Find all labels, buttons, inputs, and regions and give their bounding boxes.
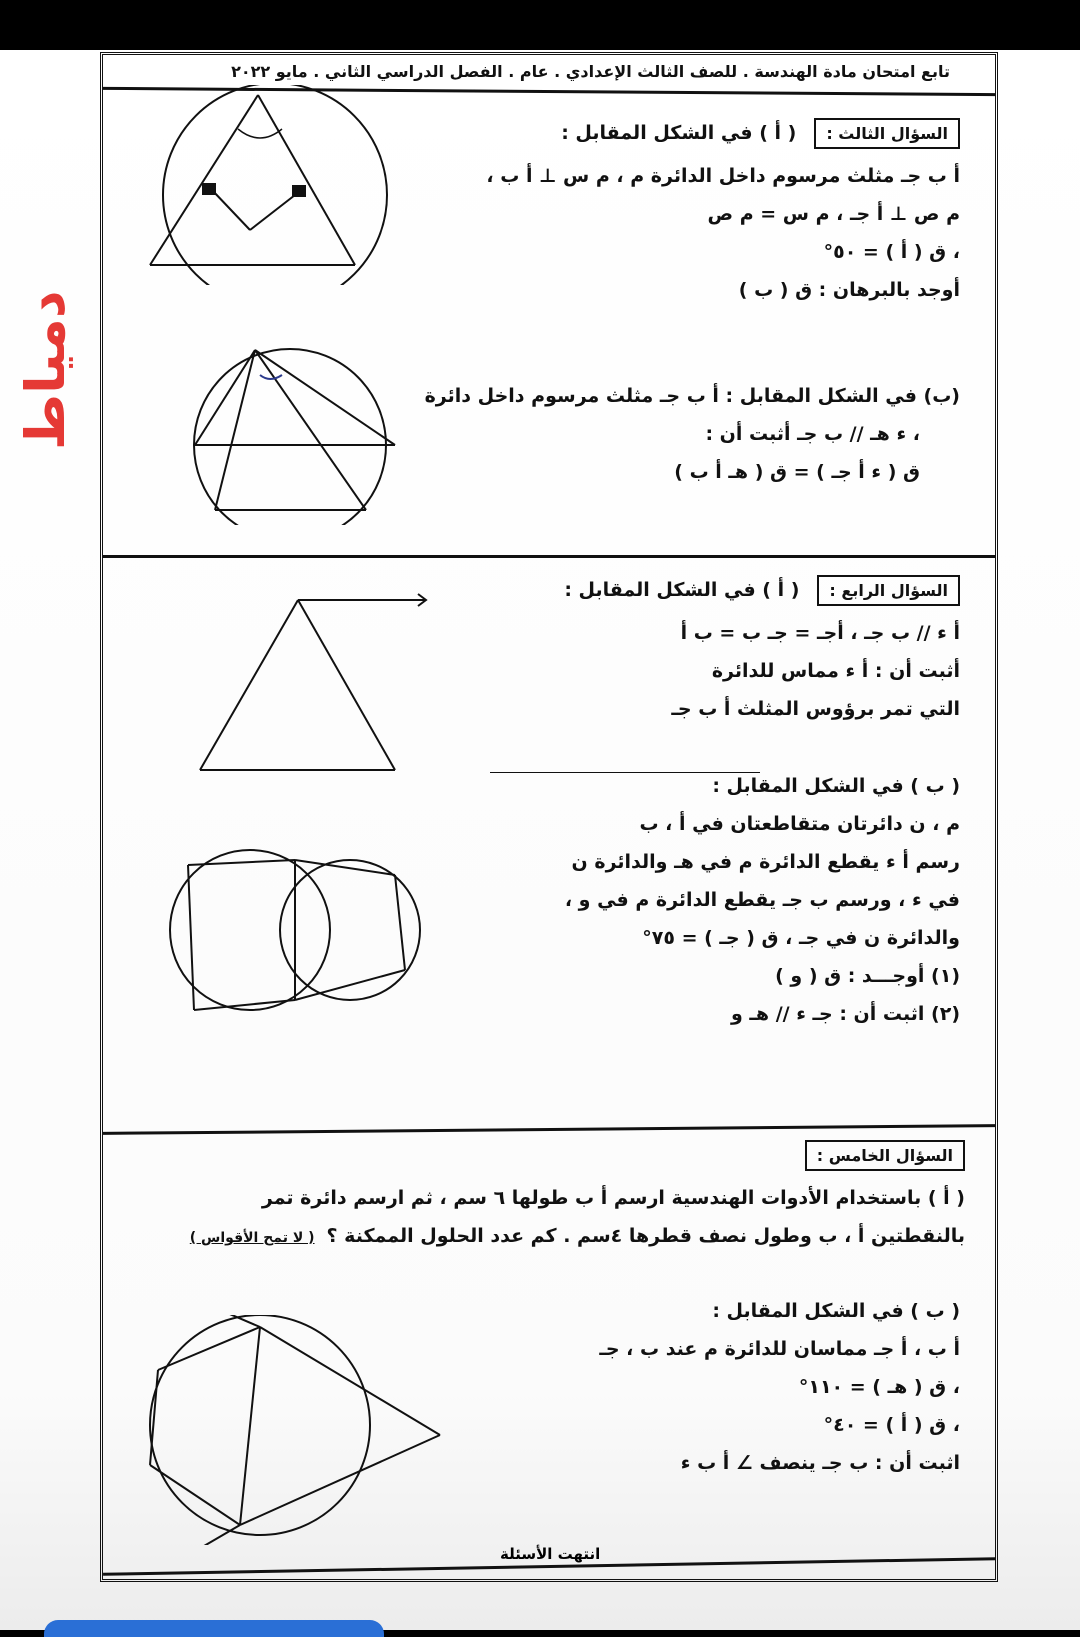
q5b-line: ، ق ( هـ ) = ١١٠° — [798, 1376, 960, 1398]
q4b-intro: ( ب ) في الشكل المقابل : — [712, 775, 960, 797]
figure-q4a-equilateral-triangle — [180, 590, 440, 790]
question-3-part-b — [400, 385, 960, 499]
q3a-line: أ ب جـ مثلث مرسوم داخل الدائرة م ، م س ⊥ أ ب ، — [486, 165, 960, 187]
q5b-intro: ( ب ) في الشكل المقابل : — [712, 1300, 960, 1322]
question-5-label: السؤال الخامس : — [805, 1140, 965, 1171]
q4a-intro: ( أ ) في الشكل المقابل : — [564, 579, 800, 601]
q4b-line: (٢) اثبت أن : جـ ء // هـ و — [731, 1003, 960, 1025]
figure-q4b-intersecting-circles — [140, 840, 440, 1040]
q4b-line: (١) أوجـــد : ق ( و ) — [775, 965, 960, 987]
figure-q3a-inscribed-triangle — [120, 85, 430, 285]
q3b-line: ، ء هـ // ب جـ أثبت أن : — [705, 423, 920, 445]
q3a-line: أوجد بالبرهان : ق ( ب ) — [738, 279, 960, 301]
question-4-part-a — [400, 575, 960, 736]
q4b-line: م ، ن دائرتان متقاطعتان في أ ، ب — [639, 813, 960, 835]
question-4-label: السؤال الرابع : — [817, 575, 960, 606]
q5b-line: أ ب ، أ جـ مماسان للدائرة م عند ب ، جـ — [599, 1338, 960, 1360]
q4a-line: أ ء // ب جـ ، أجـ = جـ ب = ب أ — [680, 622, 960, 644]
top-black-bar — [0, 0, 1080, 50]
question-5-part-b — [400, 1300, 960, 1490]
q3b-line: ق ( ء أ جـ ) = ق ( هـ أ ب ) — [674, 461, 920, 483]
figure-q3b-parallel-chords — [170, 345, 440, 525]
q3a-line: ، ق ( أ ) = ٥٠° — [823, 241, 960, 263]
q4b-line: في ء ، ورسم ب جـ يقطع الدائرة م في و ، — [564, 889, 960, 911]
separator-line — [490, 772, 760, 773]
q4a-line: التي تمر برؤوس المثلث أ ب جـ — [671, 698, 960, 720]
section-divider — [103, 555, 996, 558]
q3a-intro: ( أ ) في الشكل المقابل : — [561, 122, 797, 144]
end-of-questions: انتهت الأسئلة — [500, 1545, 601, 1563]
question-3-label: السؤال الثالث : — [814, 118, 960, 149]
question-3-part-a — [400, 118, 960, 317]
q5a-note: ( لا تمح الأقواس ) — [189, 1230, 315, 1246]
q5b-line: اثبت أن : ب جـ ينصف ∠ أ ب ء — [680, 1452, 960, 1474]
q5a-line: بالنقطتين أ ، ب وطول نصف قطرها ٤سم . كم عدد الحلول الممكنة ؟ — [326, 1225, 965, 1247]
q3a-line: م ص ⊥ أ جـ ، م س = م ص — [707, 203, 960, 225]
bottom-blue-button[interactable] — [44, 1620, 384, 1637]
q5b-line: ، ق ( أ ) = ٤٠° — [823, 1414, 960, 1436]
q4b-line: والدائرة ن في جـ ، ق ( جـ ) = ٧٥° — [642, 927, 960, 949]
q5a-line: ( أ ) باستخدام الأدوات الهندسية ارسم أ ب طولها ٦ سم ، ثم ارسم دائرة تمر — [261, 1187, 965, 1209]
question-5-part-a — [125, 1140, 965, 1263]
q4b-line: رسم أ ء يقطع الدائرة م في هـ والدائرة ن — [571, 851, 960, 873]
watermark-text: دمياط — [14, 290, 77, 450]
figure-q5b-tangents — [120, 1315, 460, 1545]
q3b-intro: (ب) في الشكل المقابل : أ ب جـ مثلث مرسوم داخل دائرة — [424, 385, 960, 407]
question-4-part-b — [400, 775, 960, 1041]
q4a-line: أثبت أن : أ ء مماس للدائرة — [711, 660, 960, 682]
exam-header: تابع امتحان مادة الهندسة . للصف الثالث الإعدادي . عام . الفصل الدراسي الثاني . مايو ٢٠٢٢ — [231, 62, 950, 81]
